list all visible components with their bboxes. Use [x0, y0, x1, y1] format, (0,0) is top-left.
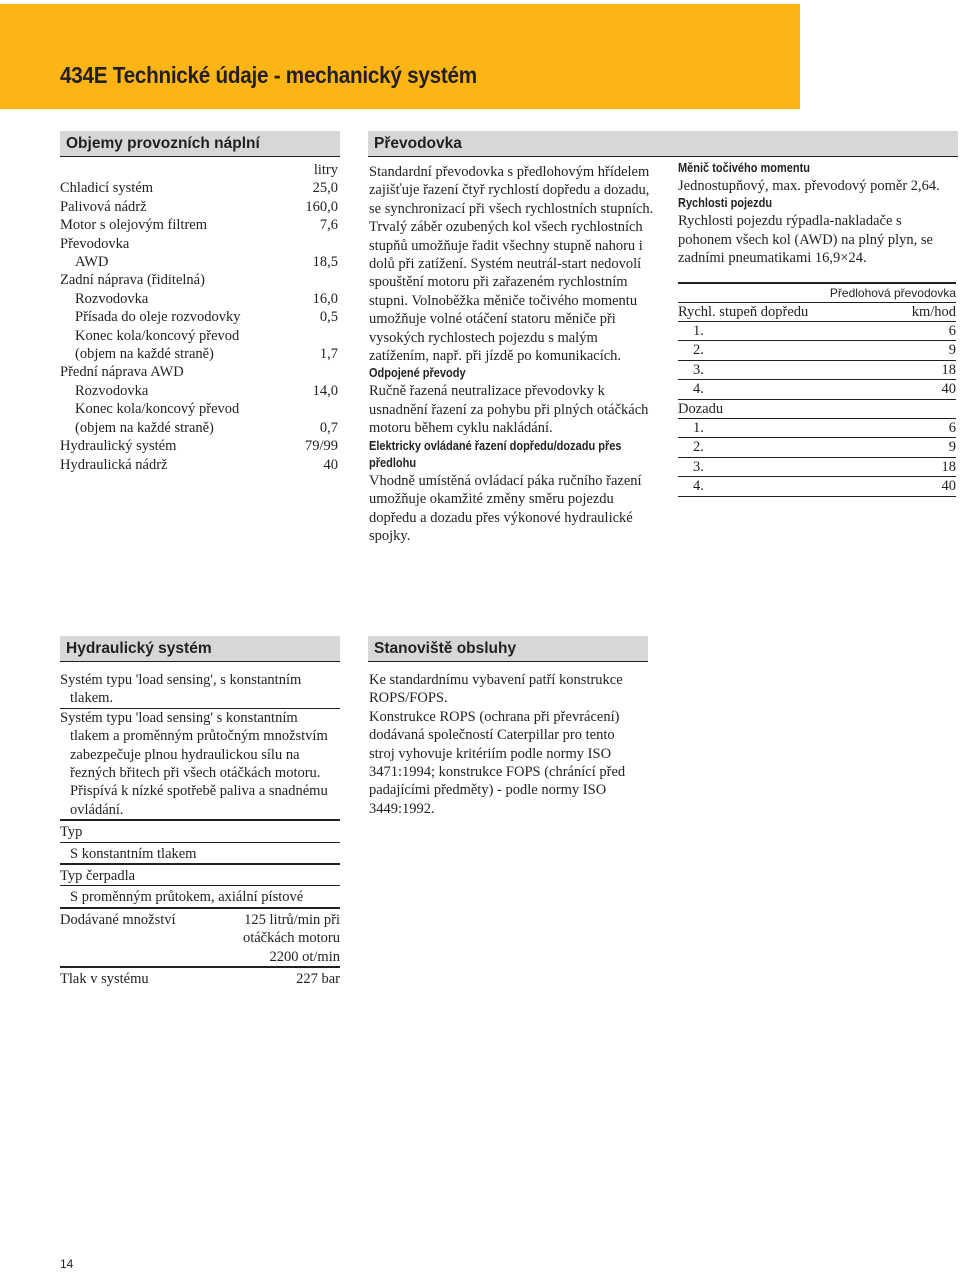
fills-unit-row [60, 161, 338, 179]
fills-row-label: Převodovka [60, 235, 130, 252]
fills-row-value: 0,7 [319, 419, 338, 436]
fills-row-label: Přední náprava AWD [60, 364, 184, 381]
speed-value: 6 [948, 323, 956, 340]
speed-gear: 3. [693, 458, 704, 475]
hydraulics-column [60, 671, 340, 989]
fills-unit: litry [313, 162, 338, 178]
fills-row [60, 363, 338, 381]
fills-row [60, 400, 338, 418]
converter-speeds-column [678, 160, 956, 497]
pump-value: S proměnným průtokem, axiální pístové [70, 889, 304, 906]
speed-row [678, 419, 956, 437]
speed-row [678, 458, 956, 476]
fills-row-value: 25,0 [312, 180, 338, 197]
fills-row-value: 1,7 [319, 346, 338, 363]
fills-row-label: Zadní náprava (řiditelná) [60, 272, 205, 289]
fills-row [60, 456, 338, 474]
converter-heading: Měnič točivého momentu [678, 161, 811, 175]
flow-value-line-1: 125 litrů/min při [244, 911, 340, 928]
fills-row [60, 308, 338, 326]
reverse-label: Dozadu [678, 400, 724, 417]
fills-row-value: 14,0 [312, 382, 338, 399]
operator-heading: Stanoviště obsluhy [368, 636, 648, 662]
speed-gear: 3. [693, 361, 704, 378]
fills-heading: Objemy provozních náplní [60, 131, 340, 157]
pressure-row [60, 968, 340, 988]
operator-column [369, 671, 639, 818]
speed-value: 40 [941, 381, 956, 398]
speeds-table-caption: Předlohová převodovka [829, 285, 956, 300]
pump-label: Typ čerpadla [60, 868, 136, 885]
speed-row [678, 361, 956, 379]
fills-row-label: Přísada do oleje rozvodovky [75, 309, 241, 326]
disconnect-heading: Odpojené převody [369, 366, 466, 381]
fills-row-label: Chladicí systém [60, 180, 154, 197]
fills-row [60, 216, 338, 234]
fills-row [60, 345, 338, 363]
transmission-heading: Převodovka [368, 131, 958, 157]
operator-p1: Ke standardnímu vybavení patří konstrukce ROPS/FOPS. [369, 672, 623, 707]
fills-row-label: Konec kola/koncový převod [75, 401, 240, 418]
pressure-value: 227 bar [296, 971, 340, 988]
fills-row-value: 7,6 [319, 217, 338, 234]
page-header-band [0, 4, 800, 109]
operator-p2: Konstrukce ROPS (ochrana při převrácení) dodávaná společností Caterpillar pro tento stroj vyhovuje kritériím podle normy ISO 3471:1994; konstrukce FOPS (chránící před padajícími předměty) - podle normy ISO 3449:1992. [369, 708, 626, 817]
speed-value: 18 [941, 458, 956, 475]
flow-value-line-3: 2200 ot/min [269, 948, 340, 965]
fills-row-label: Konec kola/koncový převod [75, 327, 240, 344]
flow-row [60, 909, 340, 966]
fills-row-value: 79/99 [304, 438, 338, 455]
fills-row [60, 437, 338, 455]
fills-row [60, 179, 338, 197]
pressure-label: Tlak v systému [60, 971, 149, 988]
speed-row [678, 380, 956, 398]
speeds-col-gear: Rychl. stupeň dopředu [678, 303, 809, 320]
speed-value: 9 [948, 342, 956, 359]
fills-row [60, 271, 338, 289]
converter-text: Jednostupňový, max. převodový poměr 2,64. [678, 178, 940, 194]
flow-label: Dodávané množství [60, 911, 176, 928]
speed-row [678, 477, 956, 495]
fills-row-label: Hydraulická nádrž [60, 456, 168, 473]
speed-value: 18 [941, 361, 956, 378]
speeds-col-unit: km/hod [911, 303, 956, 320]
fills-row [60, 253, 338, 271]
fills-row-label: Hydraulický systém [60, 438, 177, 455]
disconnect-text: Ručně řazená neutralizace převodovky k usnadnění řazení za pohybu při plných otáčkách motoru během cyklu nakládání. [369, 383, 649, 437]
fills-row-label: Rozvodovka [75, 290, 149, 307]
fills-row [60, 290, 338, 308]
fills-row [60, 419, 338, 437]
flow-value [243, 911, 340, 966]
fills-row-label: Rozvodovka [75, 382, 149, 399]
fills-row-value: 0,5 [319, 309, 338, 326]
speed-gear: 1. [693, 420, 704, 437]
speed-value: 40 [941, 478, 956, 495]
fills-row-label: Palivová nádrž [60, 198, 147, 215]
speed-gear: 4. [693, 381, 704, 398]
type-value: S konstantním tlakem [70, 845, 197, 862]
speed-row [678, 341, 956, 359]
fills-row [60, 382, 338, 400]
hydraulics-p1: Systém typu 'load sensing', s konstantním tlakem. [60, 672, 302, 707]
fills-row-value: 160,0 [305, 198, 338, 215]
speed-gear: 2. [693, 342, 704, 359]
speeds-heading: Rychlosti pojezdu [678, 196, 773, 211]
speed-gear: 1. [693, 323, 704, 340]
speeds-text: Rychlosti pojezdu rýpadla-nakladače s pohonem všech kol (AWD) na plný plyn, se zadními pneumatikami 16,9×24. [678, 213, 933, 267]
page-title: 434E Technické údaje - mechanický systém [60, 62, 477, 88]
speed-row [678, 438, 956, 456]
fills-row [60, 235, 338, 253]
shuttle-heading: Elektricky ovládané řazení dopředu/dozadu přes předlohu [369, 438, 622, 470]
fills-row-value: 18,5 [312, 254, 338, 271]
fills-row-value: 40 [323, 456, 338, 473]
fills-row-label: Motor s olejovým filtrem [60, 217, 207, 234]
transmission-intro: Standardní převodovka s předlohovým hřídelem zajišťuje řazení čtyř rychlostí dopředu a dozadu, se synchronizací při všech rychlostních stupních. Trvalý záběr ozubených kol všech rychlostních stupňů umožňuje řadit všechny stupně nahoru i dolů při zatížení. Systém neutrál-start nedovolí spouštění motoru při zařazeném rychlostním stupni. Volnoběžka měniče točivého momentu umožňuje volné otáčení statoru měniče při vysokých rychlostech pojezdu s malým zatížením, např. při jízdě po komunikacích. [369, 164, 654, 365]
fills-row-label: (objem na každé straně) [75, 346, 214, 363]
fills-row [60, 198, 338, 216]
speed-value: 6 [948, 420, 956, 437]
shuttle-text: Vhodně umístěná ovládací páka ručního řazení umožňuje okamžité změny směru pojezdu dopředu a dozadu přes výkonové hydraulické spojky. [369, 472, 642, 544]
fills-row-label: (objem na každé straně) [75, 419, 214, 436]
speed-gear: 2. [693, 439, 704, 456]
speeds-header-row [678, 303, 956, 321]
page-number: 14 [60, 1257, 74, 1271]
forward-speeds [678, 322, 956, 400]
fills-row [60, 327, 338, 345]
hydraulics-heading: Hydraulický systém [60, 636, 340, 662]
transmission-column [369, 163, 659, 545]
speed-gear: 4. [693, 478, 704, 495]
flow-value-line-2: otáčkách motoru [242, 930, 340, 947]
fills-row-value: 16,0 [312, 290, 338, 307]
fills-table [60, 161, 338, 474]
speed-row [678, 322, 956, 340]
speed-value: 9 [948, 439, 956, 456]
speed-row-rule [678, 496, 956, 497]
type-label: Typ [60, 824, 83, 841]
hydraulics-p2: Systém typu 'load sensing' s konstantním tlakem a proměnným průtočným množstvím zabezpečuje plnou hydraulickou sílu na řezných břitech při všech otáčkách motoru. Přispívá k nízké spotřebě paliva a snadnému ovládání. [60, 709, 328, 818]
fills-row-label: AWD [75, 254, 109, 271]
reverse-speeds [678, 419, 956, 497]
